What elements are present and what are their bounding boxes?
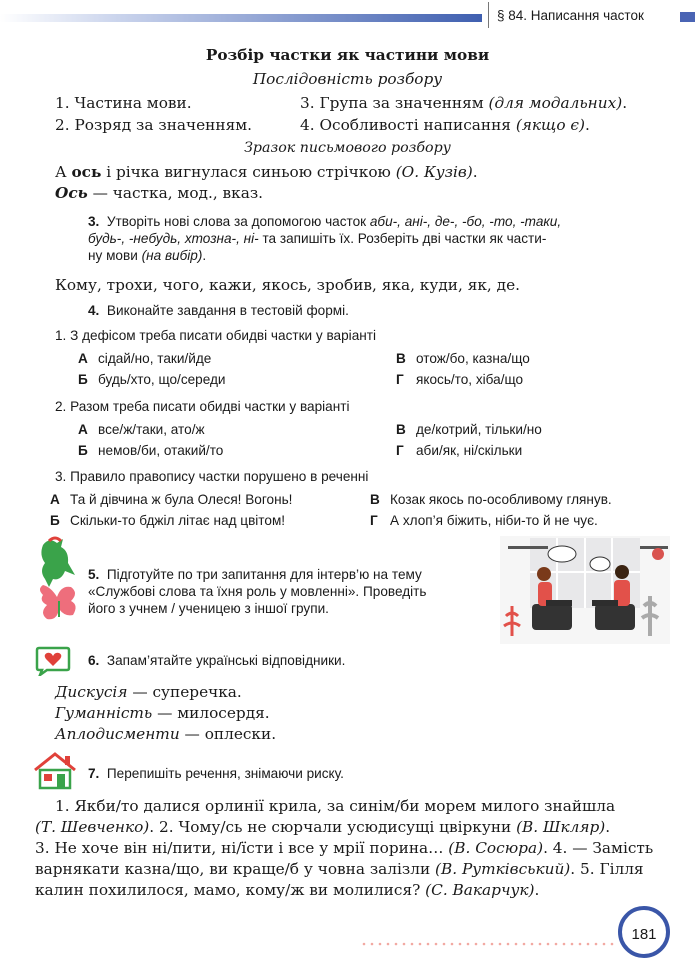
heart-chat-icon: [35, 646, 71, 676]
option-1b[interactable]: Б будь/хто, що/середи: [78, 372, 226, 387]
interview-illustration: [500, 536, 670, 644]
option-3g[interactable]: Г А хлоп’я біжить, ніби-то й не чує.: [370, 513, 598, 528]
step-1: 1. Частина мови.: [55, 94, 192, 112]
task-5: 5. Підготуйте по три запитання для інтерв’ю на тему «Службові слова та їхня роль у мовленні». Проведіть його з учнем / ученицею з іншої групи.: [88, 567, 427, 616]
sample-analysis: Ось — частка, мод., вказ.: [55, 184, 264, 202]
task-3: 3. Утворіть нові слова за допомогою часток аби-, ані-, де-, -бо, -то, -таки, будь-, -небудь, хтозна-, ні- та запишіть їх. Розберіть дві частки як части- ну мови (на вибір).: [88, 214, 562, 263]
pair-1: Дискусія — суперечка.: [55, 683, 242, 701]
option-3b[interactable]: Б Скільки-то бджіл літає над цвітом!: [50, 513, 286, 528]
step-4: 4. Особливості написання (якщо є).: [300, 116, 590, 134]
header-corner-block: [680, 12, 695, 22]
option-1v[interactable]: В отож/бо, казна/що: [396, 351, 530, 366]
footer-dots: [360, 941, 618, 947]
option-3v[interactable]: В Козак якось по-особливому глянув.: [370, 492, 612, 507]
task-6: 6. Запам’ятайте українські відповідники.: [88, 653, 346, 668]
sample-sentence: А ось і річка вигнулася синьою стрічкою (О. Кузів).: [55, 163, 478, 181]
option-3a[interactable]: А Та й дівчина ж була Олеся! Вогонь!: [50, 492, 293, 507]
pair-3: Аплодисменти — оплески.: [55, 725, 277, 743]
section-header: § 84. Написання часток: [497, 8, 644, 23]
header-bar: [0, 14, 482, 22]
option-2a[interactable]: А все/ж/таки, ато/ж: [78, 422, 205, 437]
option-2v[interactable]: В де/котрий, тільки/но: [396, 422, 542, 437]
task-4: 4. Виконайте завдання в тестовій формі.: [88, 303, 349, 318]
question-3: 3. Правило правопису частки порушено в реченні: [55, 469, 369, 484]
header-divider: [488, 2, 489, 28]
step-2: 2. Розряд за значенням.: [55, 116, 252, 134]
option-1g[interactable]: Г якось/то, хіба/що: [396, 372, 524, 387]
task-3-words: Кому, трохи, чого, кажи, якось, зробив, яка, куди, як, де.: [55, 276, 520, 294]
page-number: 181: [631, 926, 657, 943]
task-7-line-1: 1. Якби/то далися орлинії крила, за синім/би морем милого знайшла: [55, 797, 616, 815]
task-number: 3.: [88, 214, 100, 229]
task-7-line-4: варнякати казна/що, ви краще/б у човна залізли (В. Рутківський). 5. Гілля: [35, 860, 644, 878]
question-2: 2. Разом треба писати обидві частки у варіанті: [55, 399, 350, 414]
question-1: 1. З дефісом треба писати обидві частки у варіанті: [55, 328, 377, 343]
sequence-title: Послідовність розбору: [252, 70, 443, 88]
page-title: Розбір частки як частини мови: [205, 46, 490, 64]
task-7: 7. Перепишіть речення, знімаючи риску.: [88, 766, 344, 781]
option-2b[interactable]: Б немов/би, отакий/то: [78, 443, 224, 458]
house-icon: [33, 752, 77, 790]
pair-2: Гуманність — милосердя.: [55, 704, 270, 722]
task-7-line-2: (Т. Шевченко). 2. Чому/сь не сюрчали усюдисущі цвіркуни (В. Шкляр).: [35, 818, 611, 836]
task-7-line-5: калин похилилося, мамо, кому/ж ви молилися? (С. Вакарчук).: [35, 881, 540, 899]
sample-title: Зразок письмового розбору: [244, 140, 451, 156]
task-7-line-3: 3. Не хоче він ні/пити, ні/їсти і все у мрії порина… (В. Сосюра). 4. — Замість: [35, 839, 654, 857]
step-3: 3. Група за значенням (для модальних).: [300, 94, 628, 112]
option-2g[interactable]: Г аби/як, ні/скільки: [396, 443, 523, 458]
unicorn-butterfly-icon: [35, 535, 85, 635]
option-1a[interactable]: А сідай/но, таки/йде: [78, 351, 212, 366]
